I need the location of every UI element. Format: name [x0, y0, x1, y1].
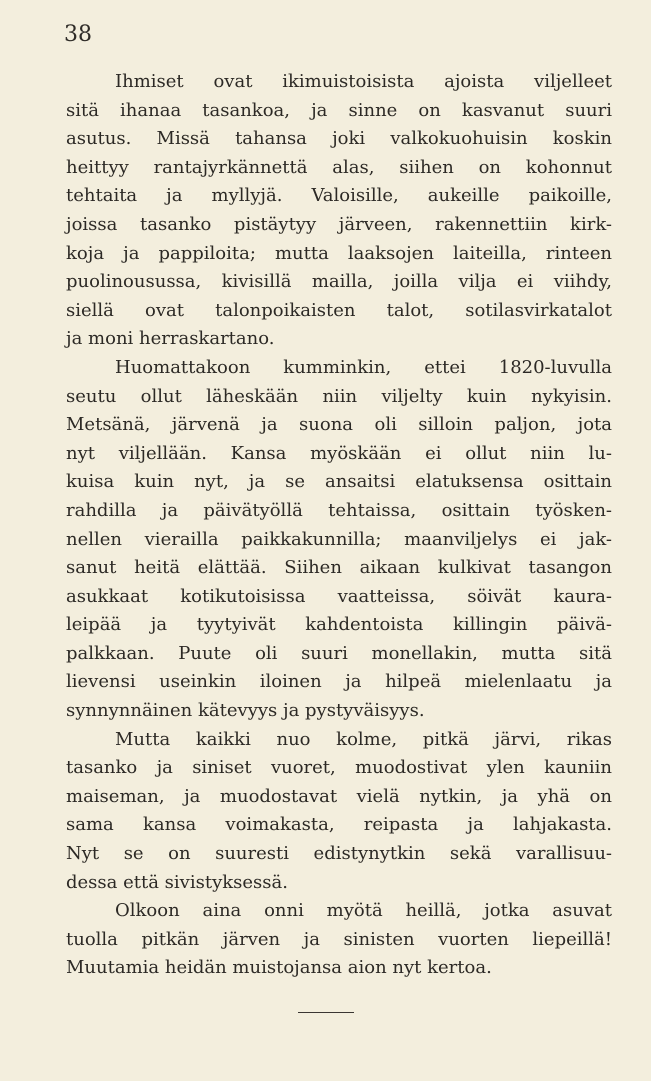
- text-line: Nyt se on suuresti edistynytkin sekä varallisuu-: [66, 843, 612, 865]
- text-line: leipää ja tyytyivät kahdentoista killingin päivä-: [66, 614, 612, 636]
- text-line: puolinousussa, kivisillä mailla, joilla vilja ei viihdy,: [66, 271, 612, 293]
- text-line: kuisa kuin nyt, ja se ansaitsi elatuksensa osittain: [66, 471, 612, 493]
- text-line: asukkaat kotikutoisissa vaatteissa, söivät kaura-: [66, 585, 612, 607]
- text-line: siellä ovat talonpoikaisten talot, sotilasvirkatalot: [66, 299, 612, 321]
- body-text: [66, 68, 612, 983]
- text-line: koja ja pappiloita; mutta laaksojen laiteilla, rinteen: [66, 242, 612, 264]
- text-line: nyt viljellään. Kansa myöskään ei ollut niin lu-: [66, 442, 612, 464]
- text-line: Huomattakoon kumminkin, ettei 1820-luvulla: [115, 356, 612, 378]
- paragraph: [66, 354, 612, 726]
- text-line: Metsänä, järvenä ja suona oli silloin paljon, jota: [66, 414, 612, 436]
- text-line: Mutta kaikki nuo kolme, pitkä järvi, rikas: [115, 728, 612, 750]
- text-line: Olkoon aina onni myötä heillä, jotka asuvat: [115, 900, 612, 922]
- paragraph: [66, 68, 612, 354]
- text-line: Muutamia heidän muistojansa aion nyt kertoa.: [66, 957, 492, 979]
- text-line: palkkaan. Puute oli suuri monellakin, mutta sitä: [66, 642, 612, 664]
- text-line: synnynnäinen kätevyys ja pystyväisyys.: [66, 700, 425, 722]
- text-line: sanut heitä elättää. Siihen aikaan kulkivat tasangon: [66, 557, 612, 579]
- text-line: lievensi useinkin iloinen ja hilpeä mielenlaatu ja: [66, 671, 612, 693]
- text-line: sitä ihanaa tasankoa, ja sinne on kasvanut suuri: [66, 99, 612, 121]
- text-line: maiseman, ja muodostavat vielä nytkin, ja yhä on: [66, 785, 612, 807]
- text-line: seutu ollut läheskään niin viljelty kuin nykyisin.: [66, 385, 612, 407]
- text-line: tuolla pitkän järven ja sinisten vuorten liepeillä!: [66, 928, 612, 950]
- text-line: joissa tasanko pistäytyy järveen, rakennettiin kirk-: [66, 213, 612, 235]
- page-number: 38: [64, 22, 92, 47]
- paragraph: [66, 897, 612, 983]
- text-line: nellen vierailla paikkakunnilla; maanviljelys ei jak-: [66, 528, 612, 550]
- text-line: ja moni herraskartano.: [66, 328, 275, 350]
- text-line: tehtaita ja myllyjä. Valoisille, aukeille paikoille,: [66, 185, 612, 207]
- text-line: heittyy rantajyrkännettä alas, siihen on kohonnut: [66, 156, 612, 178]
- text-line: asutus. Missä tahansa joki valkokuohuisin koskin: [66, 128, 612, 150]
- text-line: Ihmiset ovat ikimuistoisista ajoista viljelleet: [115, 71, 612, 92]
- text-line: rahdilla ja päivätyöllä tehtaissa, osittain työsken-: [66, 499, 612, 521]
- paragraph: [66, 726, 612, 898]
- text-line: dessa että sivistyksessä.: [66, 871, 288, 893]
- text-line: sama kansa voimakasta, reipasta ja lahjakasta.: [66, 814, 612, 836]
- text-line: tasanko ja siniset vuoret, muodostivat ylen kauniin: [66, 757, 612, 779]
- end-rule: [298, 1012, 354, 1013]
